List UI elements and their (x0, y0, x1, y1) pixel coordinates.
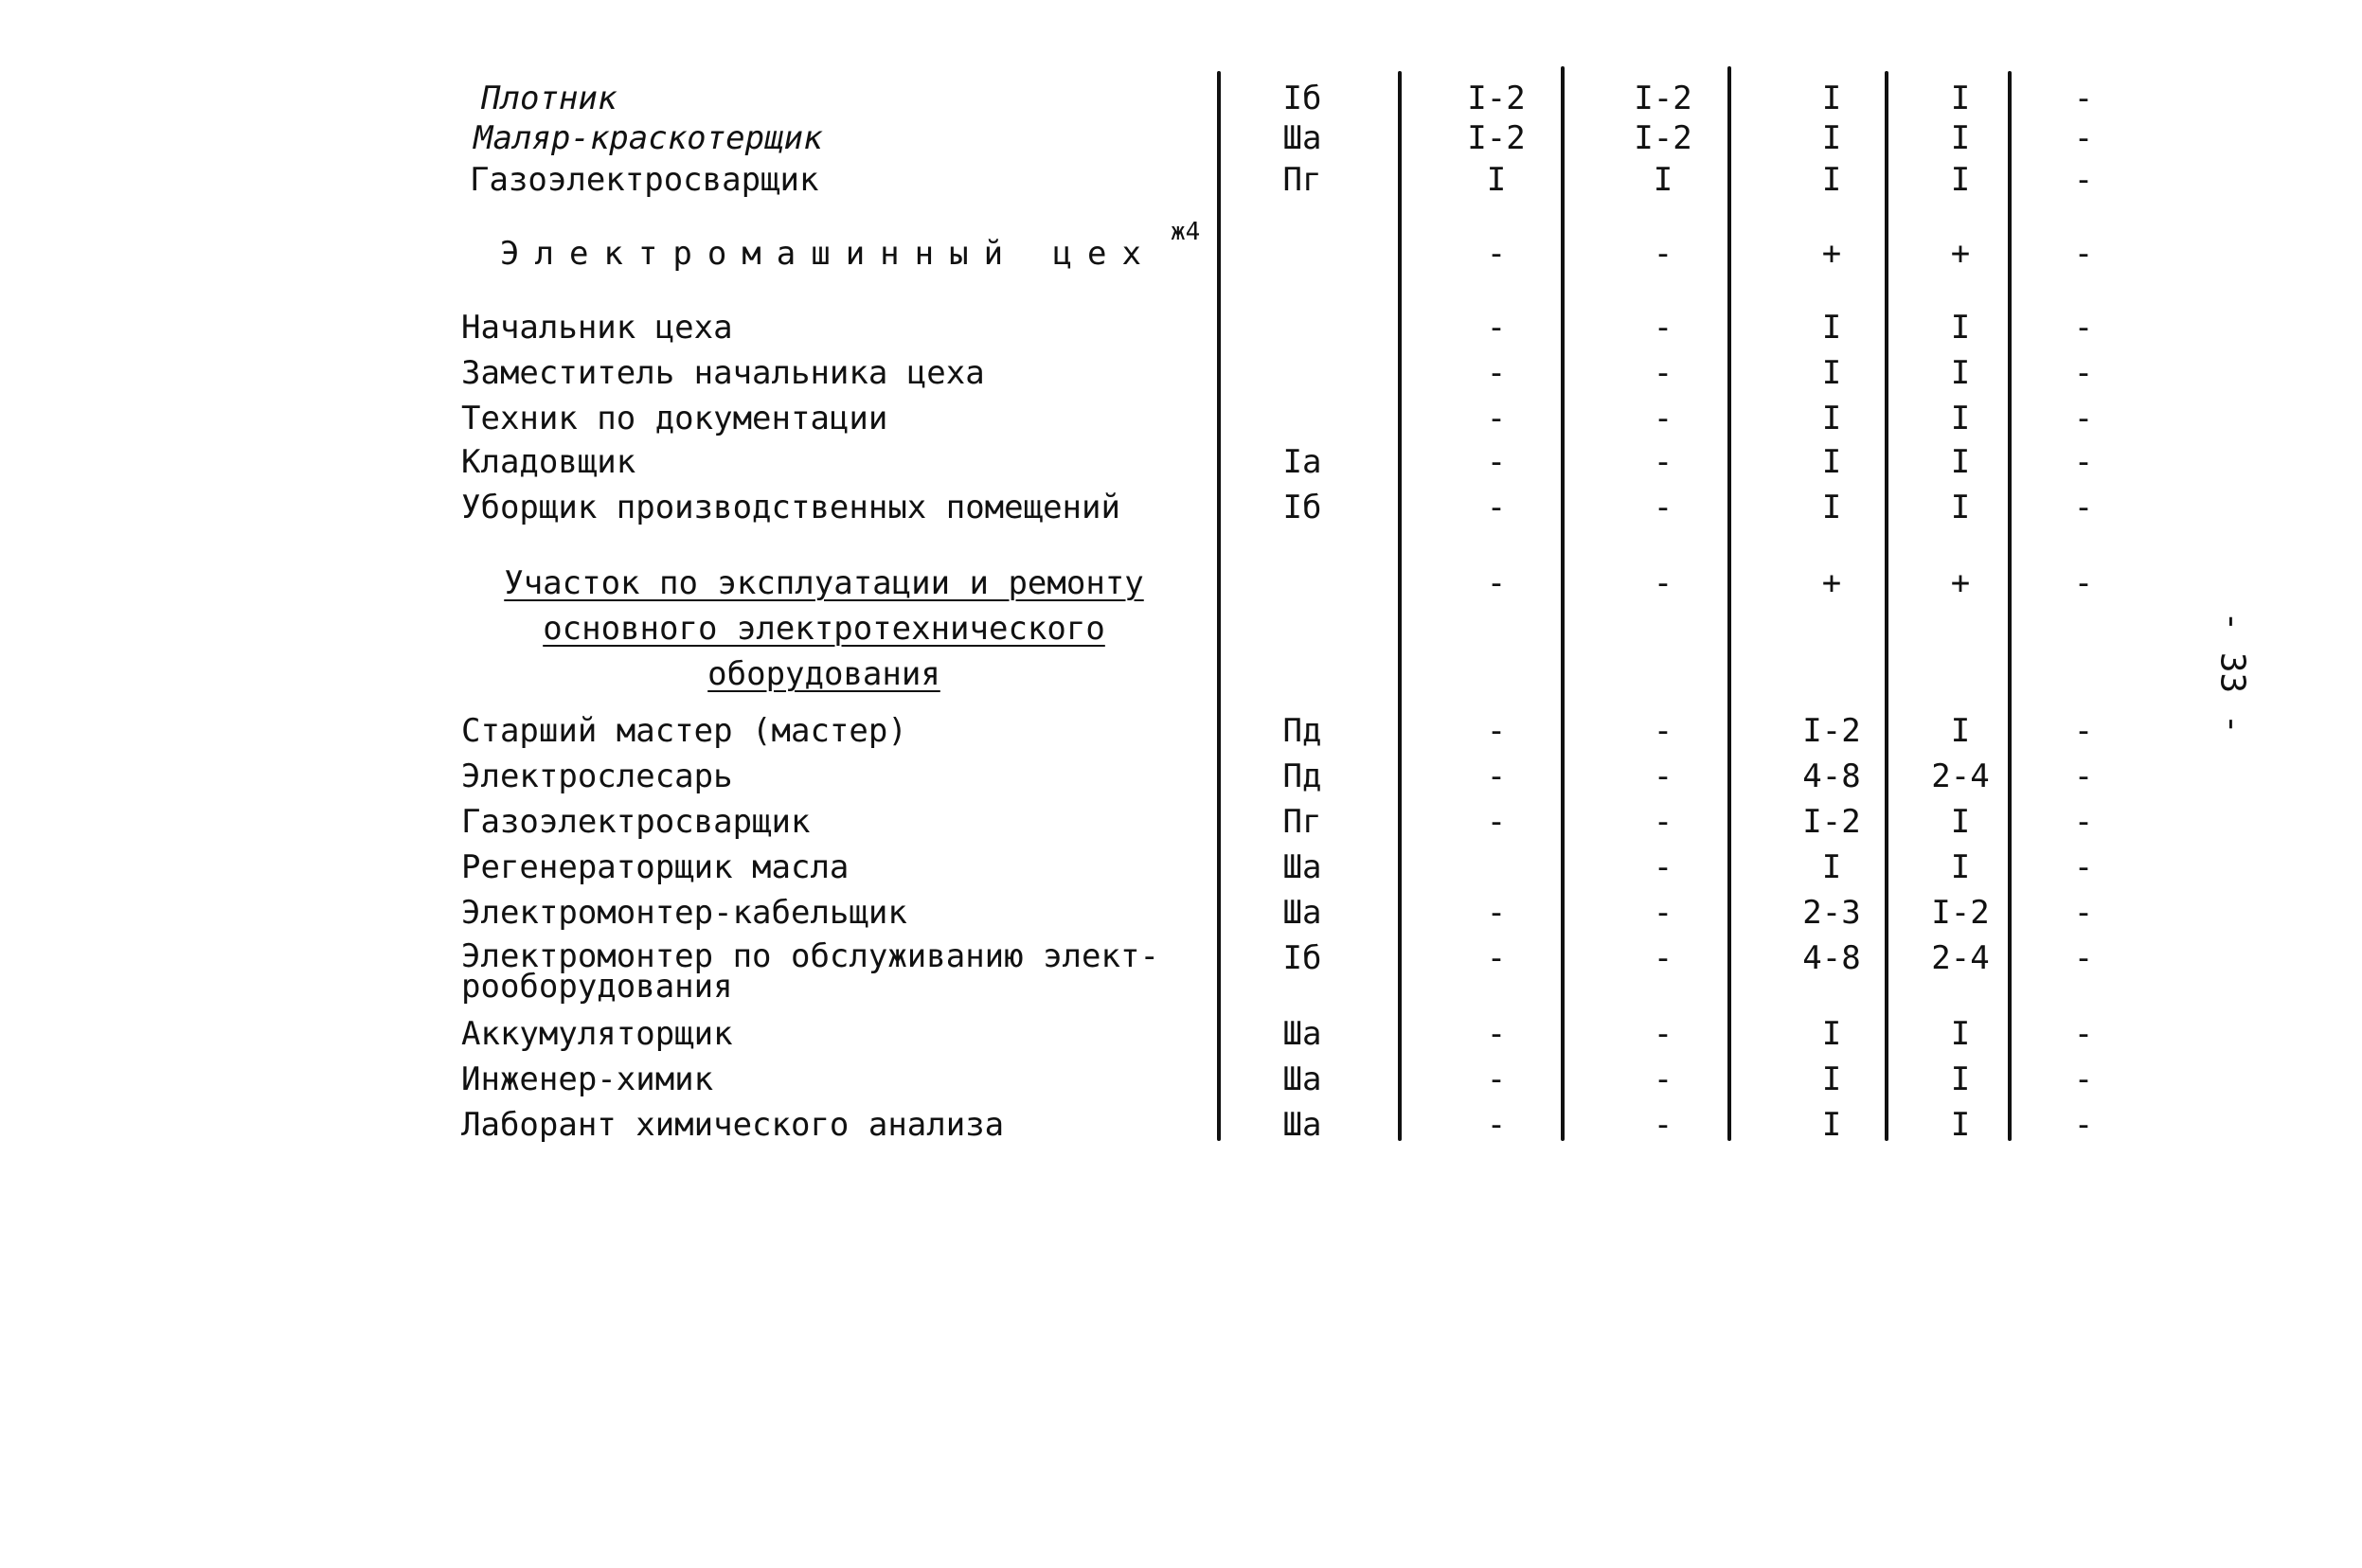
row-value-1: - (1486, 489, 1507, 526)
row-value-3: 4-8 (1802, 757, 1861, 795)
row-value-5: - (2073, 1015, 2094, 1053)
table-row (0, 1013, 2362, 1055)
row-name: Газоэлектросварщик (470, 161, 819, 199)
table-row (0, 159, 2362, 201)
row-value-3: + (1821, 235, 1842, 273)
table-row (0, 441, 2362, 483)
table-row (0, 937, 2362, 1006)
row-group: Ша (1282, 848, 1322, 886)
row-name: Электрослесарь (461, 757, 733, 795)
page-number: - 33 - (2212, 611, 2252, 735)
row-value-4: I (1950, 1015, 1971, 1053)
row-value-2: I-2 (1634, 119, 1692, 157)
row-value-2: - (1653, 939, 1673, 977)
row-value-2: I (1653, 161, 1673, 199)
row-value-3: 4-8 (1802, 939, 1861, 977)
row-value-5: - (2073, 161, 2094, 199)
row-value-4: 2-4 (1931, 757, 1990, 795)
row-value-5: - (2073, 1060, 2094, 1098)
row-value-2: - (1653, 1060, 1673, 1098)
row-value-4: I-2 (1931, 894, 1990, 932)
row-value-3: 2-3 (1802, 894, 1861, 932)
row-name: Электромонтер по обслуживанию элект-рооборудования (461, 937, 1159, 1006)
row-group: Iб (1282, 939, 1322, 977)
row-value-3: I (1821, 1060, 1842, 1098)
row-value-2: - (1653, 400, 1673, 437)
row-value-1: - (1486, 757, 1507, 795)
table-row (0, 78, 2362, 119)
row-group: Пд (1282, 757, 1322, 795)
row-value-4: I (1950, 119, 1971, 157)
row-value-5: - (2073, 354, 2094, 392)
row-name: Старший мастер (мастер) (461, 712, 907, 750)
row-value-4: I (1950, 489, 1971, 526)
row-value-1: - (1486, 712, 1507, 750)
row-value-1: - (1486, 400, 1507, 437)
row-group: Пд (1282, 712, 1322, 750)
row-value-3: I (1821, 161, 1842, 199)
table-row (0, 117, 2362, 159)
row-group: Iа (1282, 443, 1322, 481)
section-title: Электромашинный цех (500, 235, 1156, 273)
row-value-4: I (1950, 1106, 1971, 1144)
row-name: Инженер-химик (461, 1060, 714, 1098)
row-value-3: I (1821, 80, 1842, 117)
row-value-1: - (1486, 1015, 1507, 1053)
row-value-3: I (1821, 443, 1842, 481)
row-value-3: I (1821, 354, 1842, 392)
row-group: Ша (1282, 119, 1322, 157)
table-row (0, 487, 2362, 528)
row-value-1: - (1486, 803, 1507, 841)
row-name: Газоэлектросварщик (461, 803, 811, 841)
row-group: Iб (1282, 489, 1322, 526)
row-name: Заместитель начальника цеха (461, 354, 985, 392)
row-value-2: - (1653, 489, 1673, 526)
row-group: Пг (1282, 161, 1322, 199)
row-value-5: - (2073, 848, 2094, 886)
row-value-5: - (2073, 803, 2094, 841)
row-value-1: - (1486, 443, 1507, 481)
row-value-2: - (1653, 848, 1673, 886)
row-value-4: I (1950, 443, 1971, 481)
row-value-4: I (1950, 354, 1971, 392)
row-value-1: - (1486, 564, 1507, 602)
row-value-1: - (1486, 1106, 1507, 1144)
row-value-5: - (2073, 757, 2094, 795)
row-value-2: I-2 (1634, 80, 1692, 117)
table-row (0, 1059, 2362, 1100)
row-value-1: - (1486, 309, 1507, 347)
table-row (0, 801, 2362, 843)
table-row (0, 846, 2362, 888)
table-row (0, 892, 2362, 934)
row-group: Пг (1282, 803, 1322, 841)
row-value-4: I (1950, 400, 1971, 437)
row-value-3: + (1821, 564, 1842, 602)
row-name: Электромонтер-кабельщик (461, 894, 907, 932)
row-value-3: I (1821, 848, 1842, 886)
row-value-3: I (1821, 489, 1842, 526)
subsection-title-line: оборудования (707, 655, 940, 693)
row-value-1: - (1486, 354, 1507, 392)
row-value-1: - (1486, 894, 1507, 932)
row-value-4: I (1950, 1060, 1971, 1098)
row-value-4: I (1950, 309, 1971, 347)
row-value-2: - (1653, 1106, 1673, 1144)
row-name: Уборщик производственных помещений (461, 489, 1120, 526)
row-group: Ша (1282, 1060, 1322, 1098)
row-value-5: - (2073, 443, 2094, 481)
row-value-4: I (1950, 161, 1971, 199)
row-value-5: - (2073, 80, 2094, 117)
row-value-5: - (2073, 1106, 2094, 1144)
table-row (0, 1104, 2362, 1146)
row-name: Лаборант химического анализа (461, 1106, 1005, 1144)
row-value-5: - (2073, 894, 2094, 932)
row-value-3: I (1821, 309, 1842, 347)
row-value-5: - (2073, 939, 2094, 977)
row-name: Техник по документации (461, 400, 888, 437)
row-value-3: I (1821, 119, 1842, 157)
row-value-2: - (1653, 235, 1673, 273)
row-name: Плотник (481, 80, 617, 117)
row-value-5: - (2073, 564, 2094, 602)
row-value-2: - (1653, 894, 1673, 932)
row-name: Регенераторщик масла (461, 848, 850, 886)
table-row (0, 398, 2362, 439)
row-value-3: I (1821, 1106, 1842, 1144)
row-value-3: I-2 (1802, 712, 1861, 750)
row-value-2: - (1653, 443, 1673, 481)
row-name: Маляр-краскотерщик (474, 119, 823, 157)
row-value-5: - (2073, 489, 2094, 526)
row-name: Аккумуляторщик (461, 1015, 733, 1053)
row-value-4: + (1950, 564, 1971, 602)
subsection-title-line: основного электротехнического (543, 610, 1105, 648)
row-value-4: I (1950, 80, 1971, 117)
row-value-2: - (1653, 757, 1673, 795)
table-row (0, 756, 2362, 797)
subsection-title-line: Участок по эксплуатации и ремонту (504, 564, 1144, 602)
row-name: Кладовщик (461, 443, 636, 481)
row-group: Ша (1282, 894, 1322, 932)
row-value-3: I (1821, 1015, 1842, 1053)
row-value-1: - (1486, 1060, 1507, 1098)
row-value-4: I (1950, 712, 1971, 750)
row-value-2: - (1653, 354, 1673, 392)
row-value-5: - (2073, 235, 2094, 273)
row-value-1: - (1486, 939, 1507, 977)
row-value-1: I-2 (1467, 80, 1526, 117)
row-value-5: - (2073, 712, 2094, 750)
row-value-2: - (1653, 309, 1673, 347)
row-value-1: I (1486, 161, 1507, 199)
row-value-3: I (1821, 400, 1842, 437)
row-value-5: - (2073, 119, 2094, 157)
section-row (0, 218, 2362, 275)
row-value-5: - (2073, 400, 2094, 437)
footnote-mark: ж4 (1171, 218, 1201, 246)
row-value-4: + (1950, 235, 1971, 273)
section-row (0, 562, 2362, 604)
row-value-1: - (1486, 235, 1507, 273)
row-value-4: I (1950, 803, 1971, 841)
row-group: Ша (1282, 1106, 1322, 1144)
table-row (0, 710, 2362, 752)
row-value-3: I-2 (1802, 803, 1861, 841)
row-group: Ша (1282, 1015, 1322, 1053)
row-value-1: I-2 (1467, 119, 1526, 157)
row-value-2: - (1653, 803, 1673, 841)
table-row (0, 352, 2362, 394)
row-value-2: - (1653, 712, 1673, 750)
row-value-2: - (1653, 564, 1673, 602)
table-row (0, 307, 2362, 348)
row-value-2: - (1653, 1015, 1673, 1053)
row-group: Iб (1282, 80, 1322, 117)
row-value-4: 2-4 (1931, 939, 1990, 977)
row-value-4: I (1950, 848, 1971, 886)
row-name: Начальник цеха (461, 309, 733, 347)
row-value-5: - (2073, 309, 2094, 347)
